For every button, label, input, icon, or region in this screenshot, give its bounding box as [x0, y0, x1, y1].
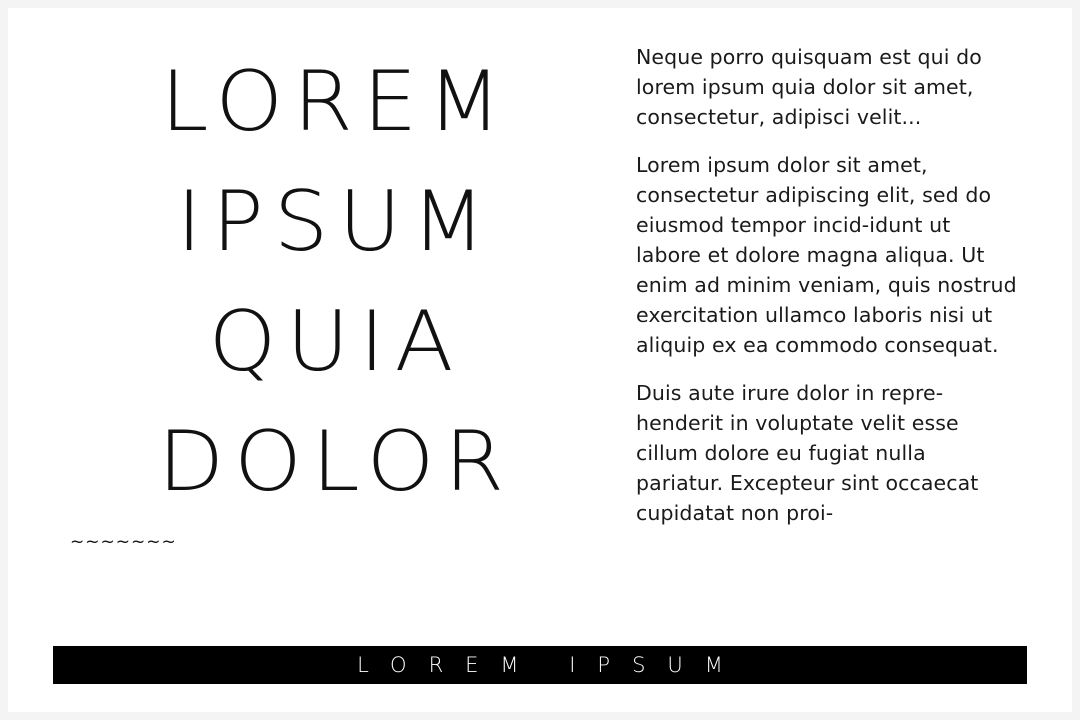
headline-line-2: IPSUM [176, 174, 496, 270]
body-text-column [636, 42, 1018, 528]
footer-label: LOREM IPSUM [357, 653, 745, 677]
headline-line-4: DOLOR [157, 414, 515, 510]
squiggle-divider: ~~~~~~~ [70, 532, 177, 552]
body-paragraph-1: Neque porro quisquam est qui do lorem ipsum quia dolor sit amet, consectetur, adipisci velit... [636, 45, 982, 129]
footer-bar [53, 646, 1027, 684]
document-content [8, 8, 1072, 712]
headline-block [56, 42, 616, 552]
body-paragraph-2: Lorem ipsum dolor sit amet, consectetur adipiscing elit, sed do eiusmod tempor incid-idunt ut labore et dolore magna aliqua. Ut enim ad minim veniam, quis nostrud exercitation ullamco laboris nisi ut aliquip ex ea commodo consequat. [636, 153, 1017, 357]
headline-line-3: QUIA [208, 294, 464, 390]
body-paragraph-3: Duis aute irure dolor in repre-henderit in voluptate velit esse cillum dolore eu fugiat nulla pariatur. Excepteur sint occaecat cupidatat non proi- [636, 381, 979, 525]
headline-line-1: LOREM [160, 54, 512, 150]
